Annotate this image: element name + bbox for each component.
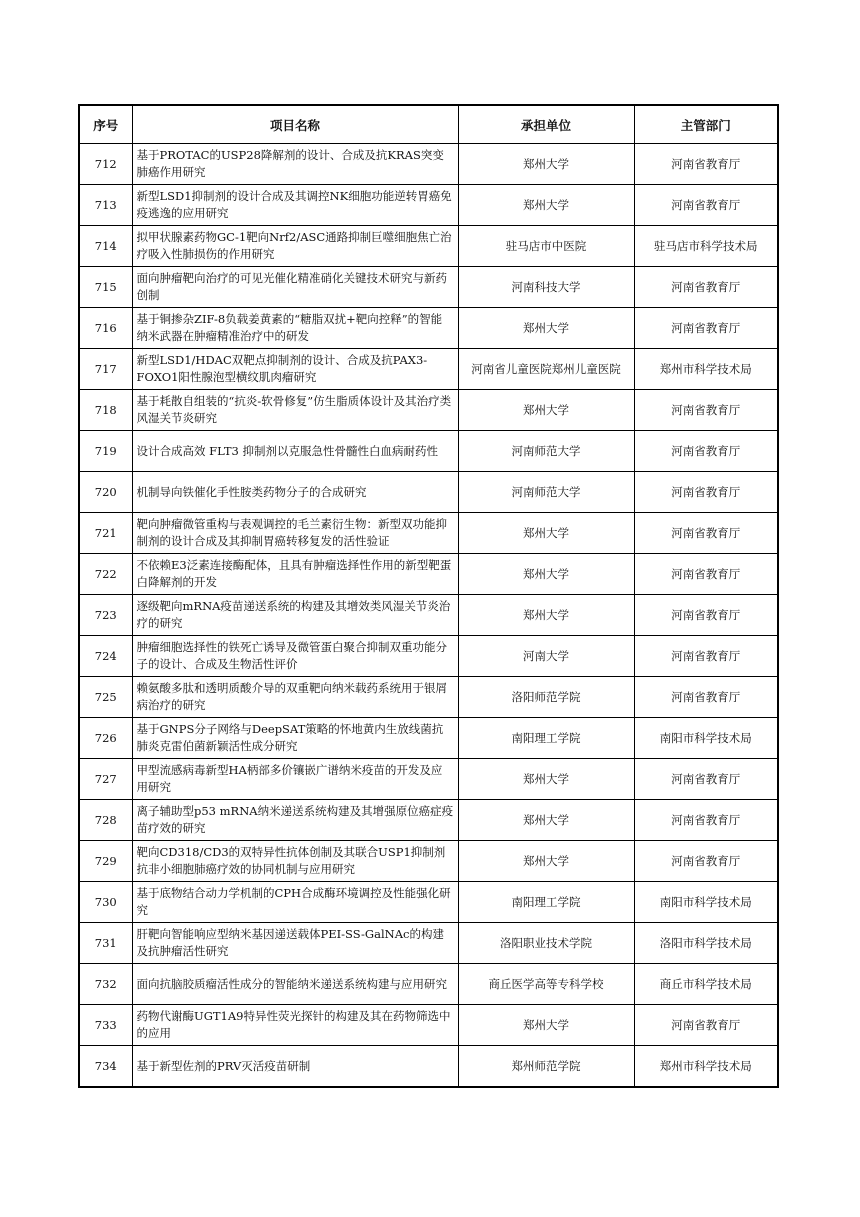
cell-project-name: 离子辅助型p53 mRNA纳米递送系统构建及其增强原位癌症疫苗疗效的研究 [132,800,458,841]
cell-supervising-department: 河南省教育厅 [634,636,778,677]
table-row [79,636,778,677]
cell-project-name: 拟甲状腺素药物GC-1靶向Nrf2/ASC通路抑制巨噬细胞焦亡治疗吸入性肺损伤的作用研究 [132,226,458,267]
cell-serial-number: 724 [79,636,132,677]
cell-undertaking-unit: 商丘医学高等专科学校 [458,964,634,1005]
cell-undertaking-unit: 郑州大学 [458,513,634,554]
cell-project-name: 肿瘤细胞选择性的铁死亡诱导及微管蛋白聚合抑制双重功能分子的设计、合成及生物活性评价 [132,636,458,677]
cell-undertaking-unit: 郑州大学 [458,554,634,595]
cell-undertaking-unit: 河南省儿童医院郑州儿童医院 [458,349,634,390]
cell-serial-number: 719 [79,431,132,472]
cell-undertaking-unit: 郑州大学 [458,308,634,349]
cell-project-name: 设计合成高效 FLT3 抑制剂以克服急性骨髓性白血病耐药性 [132,431,458,472]
cell-undertaking-unit: 郑州师范学院 [458,1046,634,1088]
cell-serial-number: 725 [79,677,132,718]
table-body [79,144,778,1088]
cell-supervising-department: 河南省教育厅 [634,144,778,185]
table-row [79,185,778,226]
cell-serial-number: 722 [79,554,132,595]
cell-project-name: 面向肿瘤靶向治疗的可见光催化精准硝化关键技术研究与新药创制 [132,267,458,308]
header-serial-number: 序号 [79,105,132,144]
cell-project-name: 面向抗脑胶质瘤活性成分的智能纳米递送系统构建与应用研究 [132,964,458,1005]
cell-supervising-department: 郑州市科学技术局 [634,349,778,390]
cell-supervising-department: 河南省教育厅 [634,841,778,882]
cell-supervising-department: 河南省教育厅 [634,431,778,472]
cell-serial-number: 727 [79,759,132,800]
cell-serial-number: 728 [79,800,132,841]
cell-supervising-department: 河南省教育厅 [634,554,778,595]
cell-undertaking-unit: 郑州大学 [458,390,634,431]
cell-project-name: 赖氨酸多肽和透明质酸介导的双重靶向纳米载药系统用于银屑病治疗的研究 [132,677,458,718]
cell-serial-number: 715 [79,267,132,308]
cell-supervising-department: 南阳市科学技术局 [634,718,778,759]
header-supervising-department: 主管部门 [634,105,778,144]
cell-supervising-department: 河南省教育厅 [634,1005,778,1046]
project-table [78,104,779,1088]
cell-supervising-department: 河南省教育厅 [634,759,778,800]
cell-project-name: 药物代谢酶UGT1A9特异性荧光探针的构建及其在药物筛选中的应用 [132,1005,458,1046]
cell-serial-number: 716 [79,308,132,349]
cell-undertaking-unit: 郑州大学 [458,841,634,882]
cell-undertaking-unit: 河南大学 [458,636,634,677]
cell-supervising-department: 河南省教育厅 [634,390,778,431]
cell-undertaking-unit: 郑州大学 [458,185,634,226]
table-row [79,759,778,800]
cell-project-name: 机制导向铁催化手性胺类药物分子的合成研究 [132,472,458,513]
cell-project-name: 基于PROTAC的USP28降解剂的设计、合成及抗KRAS突变肺癌作用研究 [132,144,458,185]
cell-project-name: 靶向CD318/CD3的双特异性抗体创制及其联合USP1抑制剂抗非小细胞肺癌疗效的协同机制与应用研究 [132,841,458,882]
cell-undertaking-unit: 郑州大学 [458,595,634,636]
cell-serial-number: 732 [79,964,132,1005]
cell-supervising-department: 河南省教育厅 [634,472,778,513]
cell-project-name: 靶向肿瘤微管重构与表观调控的毛兰素衍生物：新型双功能抑制剂的设计合成及其抑制胃癌转移复发的活性验证 [132,513,458,554]
cell-supervising-department: 驻马店市科学技术局 [634,226,778,267]
table-row [79,349,778,390]
table-row [79,308,778,349]
cell-undertaking-unit: 南阳理工学院 [458,882,634,923]
cell-undertaking-unit: 驻马店市中医院 [458,226,634,267]
cell-project-name: 新型LSD1抑制剂的设计合成及其调控NK细胞功能逆转胃癌免疫逃逸的应用研究 [132,185,458,226]
cell-serial-number: 726 [79,718,132,759]
cell-undertaking-unit: 郑州大学 [458,759,634,800]
table-row [79,431,778,472]
cell-supervising-department: 郑州市科学技术局 [634,1046,778,1088]
table-header [79,105,778,144]
cell-serial-number: 729 [79,841,132,882]
table-row [79,841,778,882]
cell-undertaking-unit: 郑州大学 [458,800,634,841]
cell-project-name: 基于新型佐剂的PRV灭活疫苗研制 [132,1046,458,1088]
table-row [79,718,778,759]
table-row [79,554,778,595]
table-row [79,267,778,308]
cell-project-name: 不依赖E3泛素连接酶配体，且具有肿瘤选择性作用的新型靶蛋白降解剂的开发 [132,554,458,595]
cell-supervising-department: 南阳市科学技术局 [634,882,778,923]
cell-serial-number: 733 [79,1005,132,1046]
cell-serial-number: 717 [79,349,132,390]
cell-undertaking-unit: 洛阳师范学院 [458,677,634,718]
table-row [79,595,778,636]
header-project-name: 项目名称 [132,105,458,144]
table-row [79,677,778,718]
cell-project-name: 肝靶向智能响应型纳米基因递送载体PEI-SS-GalNAc的构建及抗肿瘤活性研究 [132,923,458,964]
table-row [79,1005,778,1046]
cell-serial-number: 734 [79,1046,132,1088]
cell-undertaking-unit: 河南师范大学 [458,431,634,472]
cell-undertaking-unit: 南阳理工学院 [458,718,634,759]
cell-project-name: 甲型流感病毒新型HA柄部多价镶嵌广谱纳米疫苗的开发及应用研究 [132,759,458,800]
cell-serial-number: 713 [79,185,132,226]
cell-supervising-department: 河南省教育厅 [634,267,778,308]
cell-serial-number: 723 [79,595,132,636]
cell-serial-number: 714 [79,226,132,267]
cell-serial-number: 718 [79,390,132,431]
table-row [79,472,778,513]
cell-undertaking-unit: 河南科技大学 [458,267,634,308]
table-row [79,800,778,841]
cell-undertaking-unit: 洛阳职业技术学院 [458,923,634,964]
cell-supervising-department: 河南省教育厅 [634,308,778,349]
table-row [79,923,778,964]
table-row [79,513,778,554]
table-row [79,390,778,431]
table-row [79,226,778,267]
table-row [79,1046,778,1088]
header-undertaking-unit: 承担单位 [458,105,634,144]
cell-serial-number: 731 [79,923,132,964]
cell-project-name: 基于GNPS分子网络与DeepSAT策略的怀地黄内生放线菌抗肺炎克雷伯菌新颖活性成分研究 [132,718,458,759]
cell-serial-number: 720 [79,472,132,513]
table-row [79,964,778,1005]
cell-undertaking-unit: 河南师范大学 [458,472,634,513]
cell-supervising-department: 河南省教育厅 [634,595,778,636]
cell-undertaking-unit: 郑州大学 [458,144,634,185]
cell-supervising-department: 河南省教育厅 [634,800,778,841]
cell-project-name: 基于耗散自组装的“抗炎-软骨修复”仿生脂质体设计及其治疗类风湿关节炎研究 [132,390,458,431]
cell-supervising-department: 河南省教育厅 [634,513,778,554]
cell-serial-number: 712 [79,144,132,185]
cell-project-name: 基于铜掺杂ZIF-8负载姜黄素的“糖脂双扰+靶向控释”的智能纳米武器在肿瘤精准治疗中的研发 [132,308,458,349]
cell-supervising-department: 洛阳市科学技术局 [634,923,778,964]
cell-serial-number: 730 [79,882,132,923]
cell-project-name: 逐级靶向mRNA疫苗递送系统的构建及其增效类风湿关节炎治疗的研究 [132,595,458,636]
cell-supervising-department: 商丘市科学技术局 [634,964,778,1005]
cell-project-name: 新型LSD1/HDAC双靶点抑制剂的设计、合成及抗PAX3-FOXO1阳性腺泡型横纹肌肉瘤研究 [132,349,458,390]
cell-supervising-department: 河南省教育厅 [634,185,778,226]
cell-serial-number: 721 [79,513,132,554]
cell-undertaking-unit: 郑州大学 [458,1005,634,1046]
table-row [79,144,778,185]
cell-project-name: 基于底物结合动力学机制的CPH合成酶环境调控及性能强化研究 [132,882,458,923]
cell-supervising-department: 河南省教育厅 [634,677,778,718]
table-row [79,882,778,923]
header-row [79,105,778,144]
